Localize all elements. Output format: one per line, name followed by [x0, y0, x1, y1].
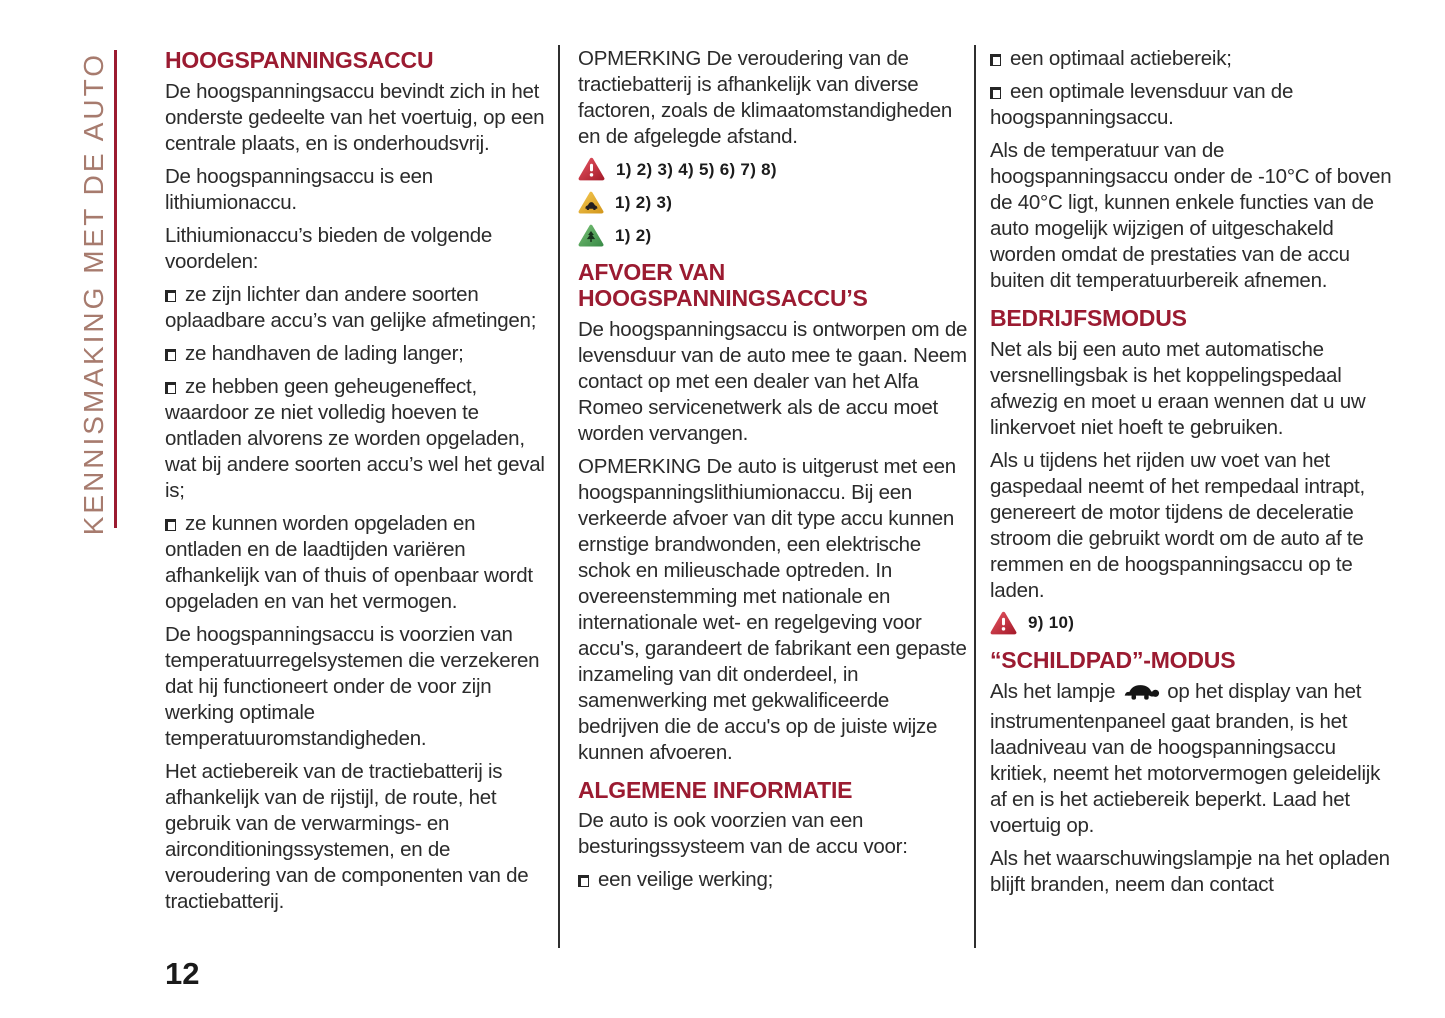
body-paragraph: OPMERKING De auto is uitgerust met een hoogspanningslithiumionaccu. Bij een verkeerde afvoer van dit type accu kunnen ernstige brandwonden, een elektrische schok en milieuschade optreden. In overeenstemming met nationale en internationale wet- en regelgeving voor accu's, garandeert de fabrikant een gepaste inzameling van dit onderdeel, in samenwerking met gekwalificeerde bedrijven die de accu's op de juiste wijze kunnen afvoeren.	[578, 454, 967, 764]
turtle-icon	[1122, 681, 1160, 709]
paragraph-text: Als het lampje	[990, 679, 1116, 703]
section-heading: “SCHILDPAD”-MODUS	[990, 646, 1236, 673]
section-heading: AFVOER VAN HOOGSPANNINGSACCU’S	[578, 259, 868, 311]
page-number: 12	[165, 956, 200, 991]
bullet-item	[165, 374, 557, 504]
eco-tree-triangle-icon	[578, 224, 604, 248]
chapter-sidebar-label: KENNISMAKING MET DE AUTO	[78, 52, 109, 536]
sidebar-rule	[114, 50, 117, 528]
bullet-text: ze handhaven de lading langer;	[185, 341, 464, 365]
bullet-text: een optimaal actiebereik;	[1010, 47, 1232, 70]
bullet-item	[578, 867, 970, 893]
bullet-item	[165, 282, 557, 334]
text-column-1	[165, 46, 557, 922]
bullet-text: ze hebben geen geheugeneffect, waardoor ze niet volledig hoeven te ontladen alvorens ze worden opgeladen, wat bij andere soorten accu’s wel het geval is;	[165, 374, 545, 502]
square-bullet-icon	[990, 54, 1001, 66]
bullet-item	[165, 511, 557, 615]
body-paragraph: De hoogspanningsaccu is voorzien van temperatuurregelsystemen die verzekeren dat hij functioneert onder de voor zijn werking optimale temperatuuromstandigheden.	[165, 622, 540, 750]
body-paragraph: De auto is ook voorzien van een besturingssysteem van de accu voor:	[578, 809, 908, 859]
square-bullet-icon	[165, 290, 176, 302]
warning-note-refs: 1) 2) 3) 4) 5) 6) 7) 8)	[616, 159, 777, 179]
body-paragraph: De hoogspanningsaccu bevindt zich in het onderste gedeelte van het voertuig, op een centrale plaats, en is onderhoudsvrij.	[165, 79, 545, 155]
body-paragraph: Als de temperatuur van de hoogspanningsaccu onder de -10°C of boven de 40°C ligt, kunnen enkele functies van de auto mogelijk wijzigen of uitgeschakeld worden omdat de prestaties van de accu buiten dit temperatuurbereik afnemen.	[990, 139, 1392, 292]
body-paragraph: Net als bij een auto met automatische versnellingsbak is het koppelingspedaal afwezig en moet u eraan wennen dat u uw linkervoet niet hoeft te gebruiken.	[990, 337, 1366, 439]
warning-note-row	[578, 157, 970, 182]
warning-note-refs: 1) 2)	[615, 226, 652, 245]
text-column-2	[578, 46, 970, 900]
car-caution-triangle-icon	[578, 191, 604, 215]
bullet-item	[990, 79, 1392, 131]
column-divider	[558, 45, 560, 948]
warning-note-row	[578, 224, 970, 248]
body-paragraph	[990, 679, 1392, 839]
warning-note-row	[990, 611, 1392, 636]
body-paragraph: Lithiumionaccu’s bieden de volgende voordelen:	[165, 223, 493, 273]
paragraph-text: op het display van het instrumentenpaneel gaat branden, is het laadniveau van de hoogspanningsaccu kritiek, neemt het motorvermogen geleidelijk af en is het actiebereik beperkt. Laad het voertuig op.	[990, 679, 1381, 837]
warning-triangle-icon	[578, 157, 605, 182]
bullet-text: een optimale levensduur van de hoogspanningsaccu.	[990, 80, 1294, 129]
square-bullet-icon	[578, 875, 589, 887]
square-bullet-icon	[165, 349, 176, 361]
bullet-text: ze kunnen worden opgeladen en ontladen en de laadtijden variëren afhankelijk van of thuis of openbaar wordt opgeladen en van het vermogen.	[165, 511, 533, 613]
bullet-text: een veilige werking;	[598, 868, 774, 892]
warning-note-refs: 9) 10)	[1028, 613, 1075, 633]
text-column-3	[990, 46, 1392, 905]
bullet-item	[990, 46, 1392, 72]
warning-note-row	[578, 191, 970, 215]
square-bullet-icon	[990, 87, 1001, 99]
section-heading: HOOGSPANNINGSACCU	[165, 47, 434, 73]
body-paragraph: OPMERKING De veroudering van de tractiebatterij is afhankelijk van diverse factoren, zoals de klimaatomstandigheden en de afgelegde afstand.	[578, 47, 953, 148]
body-paragraph: Als het waarschuwingslampje na het opladen blijft branden, neem dan contact	[990, 846, 1390, 896]
bullet-text: ze zijn lichter dan andere soorten oplaadbare accu’s van gelijke afmetingen;	[165, 282, 537, 332]
bullet-item	[165, 341, 557, 367]
body-paragraph: Als u tijdens het rijden uw voet van het gaspedaal neemt of het rempedaal intrapt, genereert de motor tijdens de deceleratie stroom die gebruikt wordt om de auto af te remmen en de hoogspanningsaccu op te laden.	[990, 448, 1365, 602]
body-paragraph: Het actiebereik van de tractiebatterij is afhankelijk van de rijstijl, de route, het gebruik van de verwarmings- en airconditioningssystemen, en de veroudering van de componenten van de tractiebatterij.	[165, 759, 529, 913]
warning-note-refs: 1) 2) 3)	[615, 193, 673, 212]
warning-triangle-icon	[990, 611, 1017, 636]
column-divider	[974, 45, 976, 948]
square-bullet-icon	[165, 519, 176, 531]
body-paragraph: De hoogspanningsaccu is ontworpen om de levensduur van de auto mee te gaan. Neem contact op met een dealer van het Alfa Romeo servicenetwerk als de accu moet worden vervangen.	[578, 317, 968, 445]
body-paragraph: De hoogspanningsaccu is een lithiumionaccu.	[165, 164, 433, 214]
square-bullet-icon	[165, 382, 176, 394]
section-heading: BEDRIJFSMODUS	[990, 305, 1187, 331]
section-heading: ALGEMENE INFORMATIE	[578, 776, 853, 803]
